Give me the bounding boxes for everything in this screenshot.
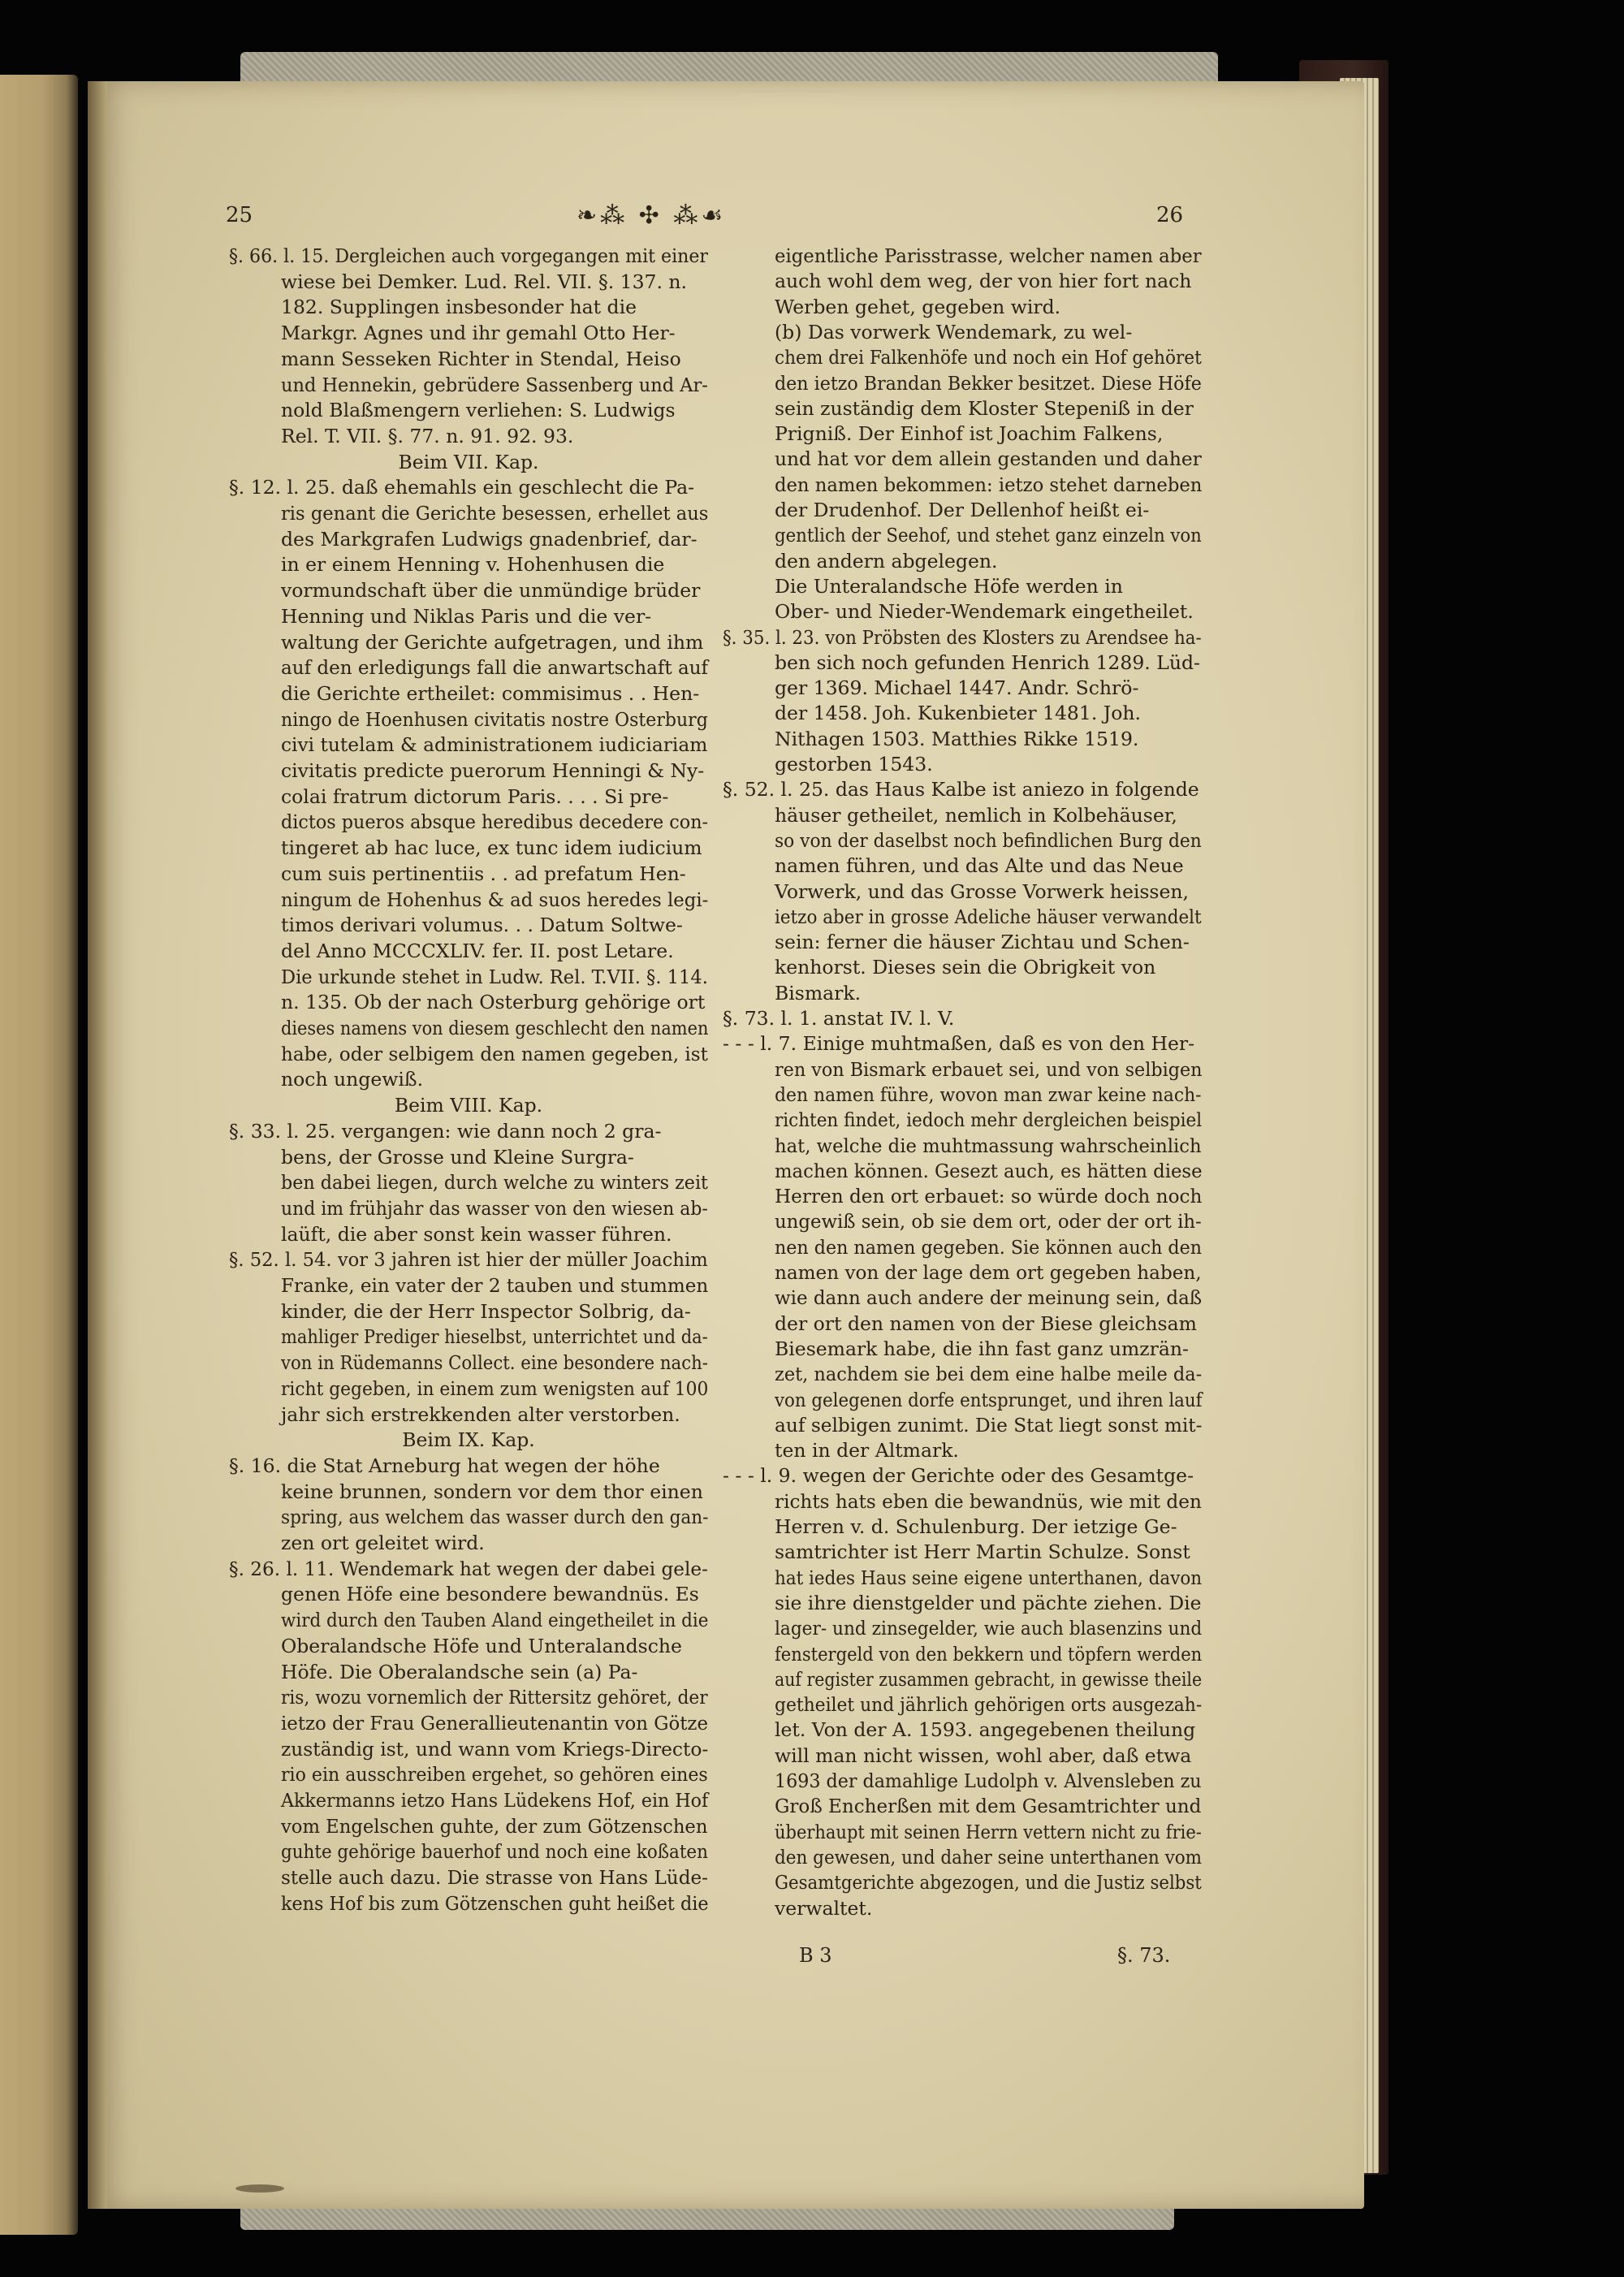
text-line: timos derivari volumus. . . Datum Soltwe- xyxy=(281,914,683,937)
text-line: ungewiß sein, ob sie dem ort, oder der ort ih- xyxy=(775,1210,1202,1234)
paragraph-start-line: §. 33. l. 25. vergangen: wie dann noch 2 gra- xyxy=(229,1119,662,1143)
text-line: stelle auch dazu. Die strasse von Hans Lüde- xyxy=(281,1866,708,1890)
text-line: let. Von der A. 1593. angegebenen theilung xyxy=(775,1718,1196,1742)
text-line: namen von der lage dem ort gegeben haben, xyxy=(775,1261,1202,1284)
paragraph-start-line: §. 66. l. 15. Dergleichen auch vorgegangen mit einer xyxy=(229,244,708,267)
text-line: zuständig ist, und wann vom Kriegs-Directo- xyxy=(281,1737,709,1761)
text-line: den namen führe, wovon man zwar keine nach- xyxy=(775,1082,1202,1106)
paragraph-start-line: - - - l. 7. Einige muhtmaßen, daß es von den Her- xyxy=(723,1032,1195,1056)
text-line: zet, nachdem sie bei dem eine halbe meile da- xyxy=(775,1363,1203,1386)
text-line: rio ein ausschreiben ergehet, so gehören eines xyxy=(281,1763,708,1787)
text-line: der ort den namen von der Biese gleichsam xyxy=(775,1311,1197,1335)
text-line: und Hennekin, gebrüdere Sassenberg und Ar- xyxy=(281,373,708,396)
text-line: guhte gehörige bauerhof und noch eine koßaten xyxy=(281,1840,708,1864)
text-line: richten findet, iedoch mehr dergleichen beispiel xyxy=(775,1108,1203,1132)
text-line: sie ihre dienstgelder und pächte ziehen. Die xyxy=(775,1591,1202,1614)
text-line: gestorben 1543. xyxy=(775,753,933,776)
text-line: Akkermanns ietzo Hans Lüdekens Hof, ein Hof xyxy=(281,1789,709,1812)
text-line: ris, wozu vornemlich der Rittersitz gehöret, der xyxy=(281,1686,708,1709)
text-line: vom Engelschen guhte, der zum Götzenschen xyxy=(281,1814,708,1838)
paragraph-start-line: §. 12. l. 25. daß ehemahls ein geschlecht die Pa- xyxy=(229,476,695,499)
page-number-right: 26 xyxy=(1156,203,1184,227)
text-line: Höfe. Die Oberalandsche sein (a) Pa- xyxy=(281,1660,638,1683)
text-line: den gewesen, und daher seine unterthanen vom xyxy=(775,1845,1203,1869)
text-line: so von der daselbst noch befindlichen Burg den xyxy=(775,828,1202,852)
text-line: fenstergeld von den bekkern und töpfern werden xyxy=(775,1642,1203,1666)
text-line: Markgr. Agnes und ihr gemahl Otto Her- xyxy=(281,322,676,345)
text-line: ietzo aber in grosse Adeliche häuser verwandelt xyxy=(775,905,1202,928)
text-line: Ober- und Nieder-Wendemark eingetheilet. xyxy=(775,600,1194,624)
text-line: des Markgrafen Ludwigs gnadenbrief, dar- xyxy=(281,527,698,551)
text-line: ger 1369. Michael 1447. Andr. Schrö- xyxy=(775,676,1139,700)
text-line: Die Unteralandsche Höfe werden in xyxy=(775,574,1123,598)
text-line: sein zuständig dem Kloster Stepeniß in der xyxy=(775,396,1194,420)
text-line: Rel. T. VII. §. 77. n. 91. 92. 93. xyxy=(281,424,574,447)
text-line: getheilet und jährlich gehörigen orts ausgezah- xyxy=(775,1693,1203,1717)
text-line: Henning und Niklas Paris und die ver- xyxy=(281,604,652,628)
text-line: wiese bei Demker. Lud. Rel. VII. §. 137. n. xyxy=(281,270,688,293)
text-line: auf den erledigungs fall die anwartschaft auf xyxy=(281,656,709,680)
text-line: verwaltet. xyxy=(775,1896,873,1920)
paragraph-start-line: §. 73. l. 1. anstat IV. l. V. xyxy=(723,1007,955,1030)
text-line: ningo de Hoenhusen civitatis nostre Osterburg xyxy=(281,707,708,731)
text-line: kens Hof bis zum Götzenschen guht heißet die xyxy=(281,1891,709,1915)
chapter-heading: Beim VIII. Kap. xyxy=(394,1094,543,1117)
text-line: den namen bekommen: ietzo stehet darneben xyxy=(775,473,1203,496)
paragraph-start-line: §. 52. l. 25. das Haus Kalbe ist aniezo in folgende xyxy=(723,778,1199,801)
paragraph-start-line: §. 26. l. 11. Wendemark hat wegen der dabei gele- xyxy=(229,1557,708,1580)
text-line: 182. Supplingen insbesonder hat die xyxy=(281,296,637,319)
text-line: ris genant die Gerichte besessen, erhellet aus xyxy=(281,502,709,525)
page-number-left: 25 xyxy=(226,203,253,227)
text-line: mahliger Prediger hieselbst, unterrichtet und da- xyxy=(281,1325,708,1349)
text-line: von gelegenen dorfe entsprunget, und ihren lauf xyxy=(775,1388,1203,1411)
text-line: Groß Encherßen mit dem Gesamtrichter und xyxy=(775,1795,1202,1818)
paragraph-start-line: §. 52. l. 54. vor 3 jahren ist hier der müller Joachim xyxy=(229,1248,708,1272)
text-line: hat, welche die muhtmassung wahrscheinlich xyxy=(775,1134,1202,1157)
text-line: Werben gehet, gegeben wird. xyxy=(775,295,1061,318)
facing-page-edge xyxy=(0,75,78,2235)
text-line: häuser getheilet, nemlich in Kolbehäuser, xyxy=(775,803,1177,827)
text-line: wie dann auch andere der meinung sein, daß xyxy=(775,1286,1203,1310)
text-line: genen Höfe eine besondere bewandnüs. Es xyxy=(281,1583,699,1606)
text-line: bens, der Grosse und Kleine Surgra- xyxy=(281,1145,634,1169)
text-line: cum suis pertinentiis . . ad prefatum Hen- xyxy=(281,862,686,885)
text-line: ben sich noch gefunden Henrich 1289. Lüd- xyxy=(775,650,1200,674)
chapter-heading: Beim VII. Kap. xyxy=(398,450,539,473)
text-line: will man nicht wissen, wohl aber, daß etwa xyxy=(775,1743,1192,1767)
text-line: kinder, die der Herr Inspector Solbrig, da- xyxy=(281,1299,691,1323)
text-line: kenhorst. Dieses sein die Obrigkeit von xyxy=(775,956,1156,979)
text-line: auf selbigen zunimt. Die Stat liegt sonst mit- xyxy=(775,1413,1203,1437)
text-line: in er einem Henning v. Hohenhusen die xyxy=(281,553,665,577)
text-line: keine brunnen, sondern vor dem thor einen xyxy=(281,1480,703,1503)
text-line: der Drudenhof. Der Dellenhof heißt ei- xyxy=(775,499,1150,521)
text-line: tingeret ab hac luce, ex tunc idem iudicium xyxy=(281,836,702,860)
text-line: ningum de Hohenhus & ad suos heredes legi- xyxy=(281,888,709,911)
text-line: gentlich der Seehof, und stehet ganz einzeln von xyxy=(775,524,1202,547)
text-line: Franke, ein vater der 2 tauben und stummen xyxy=(281,1274,709,1297)
text-line: richts hats eben die bewandnüs, wie mit den xyxy=(775,1489,1202,1513)
text-line: ren von Bismark erbauet sei, und von selbigen xyxy=(775,1057,1203,1081)
text-line: Nithagen 1503. Matthies Rikke 1519. xyxy=(775,727,1139,750)
text-line: Die urkunde stehet in Ludw. Rel. T.VII. §. 114. xyxy=(281,965,708,988)
text-line: 1693 der damahlige Ludolph v. Alvensleben zu xyxy=(775,1769,1202,1792)
text-line: Herren den ort erbauet: so würde doch noch xyxy=(775,1185,1203,1208)
text-line: ietzo der Frau Generallieutenantin von Götze xyxy=(281,1711,708,1735)
text-line: nold Blaßmengern verliehen: S. Ludwigs xyxy=(281,399,676,422)
text-line: Prigniß. Der Einhof ist Joachim Falkens, xyxy=(775,422,1164,446)
header-ornament: ❧⁂ ✣ ⁂☙ xyxy=(577,201,727,230)
text-line: der 1458. Joh. Kukenbieter 1481. Joh. xyxy=(775,702,1141,725)
text-line: noch ungewiß. xyxy=(281,1068,424,1091)
text-line: und hat vor dem allein gestanden und daher xyxy=(775,447,1202,471)
text-line: den andern abgelegen. xyxy=(775,549,998,572)
chapter-heading: Beim IX. Kap. xyxy=(402,1428,535,1452)
text-line: dieses namens von diesem geschlecht den namen xyxy=(281,1017,709,1039)
text-line: auch wohl dem weg, der von hier fort nach xyxy=(775,270,1192,293)
ink-blot xyxy=(235,2184,284,2193)
text-line: Biesemark habe, die ihn fast ganz umzrän- xyxy=(775,1337,1189,1360)
text-line: vormundschaft über die unmündige brüder xyxy=(281,579,701,603)
text-line: samtrichter ist Herr Martin Schulze. Sonst xyxy=(775,1540,1190,1564)
text-line: n. 135. Ob der nach Osterburg gehörige ort xyxy=(281,991,706,1014)
text-line: Gesamtgerichte abgezogen, und die Justiz selbst xyxy=(775,1871,1202,1895)
text-line: richt gegeben, in einem zum wenigsten auf 100 xyxy=(281,1376,709,1400)
text-line: Herren v. d. Schulenburg. Der ietzige Ge- xyxy=(775,1515,1177,1538)
text-line: ben dabei liegen, durch welche zu winters zeit xyxy=(281,1171,708,1195)
text-line: Vorwerk, und das Grosse Vorwerk heissen, xyxy=(775,879,1190,903)
text-line: zen ort geleitet wird. xyxy=(281,1532,485,1554)
text-line: spring, aus welchem das wasser durch den gan- xyxy=(281,1506,709,1529)
text-line: von in Rüdemanns Collect. eine besondere nach- xyxy=(281,1351,708,1375)
text-line: waltung der Gerichte aufgetragen, und ihm xyxy=(281,630,704,654)
text-line: namen führen, und das Alte und das Neue xyxy=(775,854,1184,878)
paragraph-start-line: - - - l. 9. wegen der Gerichte oder des Gesamtge- xyxy=(723,1464,1194,1488)
text-line: auf register zusammen gebracht, in gewisse theile xyxy=(775,1667,1203,1691)
text-line: laüft, die aber sonst kein wasser führen. xyxy=(281,1222,672,1246)
text-line: dictos pueros absque heredibus decedere con- xyxy=(281,810,709,834)
text-line: civitatis predicte puerorum Henningi & Ny- xyxy=(281,759,705,782)
gutter-fold xyxy=(88,81,107,2209)
text-line: überhaupt mit seinen Herrn vettern nicht zu frie- xyxy=(775,1820,1202,1843)
text-line: wird durch den Tauben Aland eingetheilet in die xyxy=(281,1609,709,1632)
text-line: chem drei Falkenhöfe und noch ein Hof gehöret xyxy=(775,346,1202,369)
signature-mark: B 3 xyxy=(799,1944,832,1967)
text-line: hat iedes Haus seine eigene unterthanen, davon xyxy=(775,1566,1203,1589)
text-line: del Anno MCCCXLIV. fer. II. post Letare. xyxy=(281,939,674,962)
catchword: §. 73. xyxy=(1117,1944,1171,1967)
paragraph-start-line: §. 35. l. 23. von Pröbsten des Klosters zu Arendsee ha- xyxy=(723,625,1202,649)
text-line: und im frühjahr das wasser von den wiesen ab- xyxy=(281,1196,708,1220)
text-line: (b) Das vorwerk Wendemark, zu wel- xyxy=(775,320,1133,343)
text-line: machen können. Gesezt auch, es hätten diese xyxy=(775,1159,1203,1182)
text-line: eigentliche Parisstrasse, welcher namen aber xyxy=(775,244,1202,267)
text-line: ten in der Altmark. xyxy=(775,1439,959,1463)
text-line: lager- und zinsegelder, wie auch blasenzins und xyxy=(775,1617,1203,1640)
text-line: Bismark. xyxy=(775,981,862,1005)
text-line: Oberalandsche Höfe und Unteralandsche xyxy=(281,1634,682,1657)
text-line: colai fratrum dictorum Paris. . . . Si pre- xyxy=(281,784,669,808)
text-line: mann Sesseken Richter in Stendal, Heiso xyxy=(281,347,681,370)
text-line: sein: ferner die häuser Zichtau und Schen- xyxy=(775,931,1190,954)
text-line: jahr sich erstrekkenden alter verstorben. xyxy=(281,1402,680,1426)
text-line: den ietzo Brandan Bekker besitzet. Diese Höfe xyxy=(775,371,1202,395)
text-line: die Gerichte ertheilet: commisimus . . Hen- xyxy=(281,681,700,705)
paragraph-start-line: §. 16. die Stat Arneburg hat wegen der höhe xyxy=(229,1454,660,1477)
text-line: civi tutelam & administrationem iudiciariam xyxy=(281,733,708,757)
text-line: habe, oder selbigem den namen gegeben, ist xyxy=(281,1042,708,1065)
text-line: nen den namen gegeben. Sie können auch den xyxy=(775,1235,1203,1259)
